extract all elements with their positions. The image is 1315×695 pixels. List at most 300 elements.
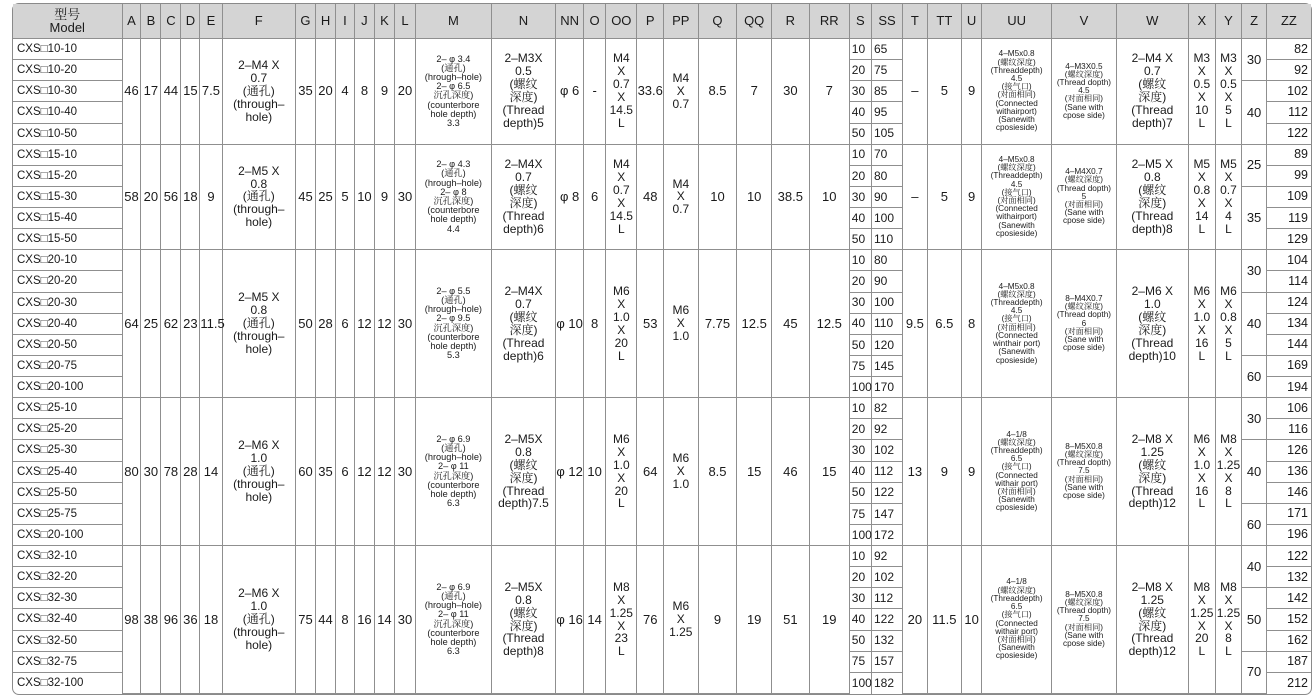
cell-s: 75 xyxy=(849,651,871,672)
cell-rr: 15 xyxy=(809,398,849,546)
cell-z: 30 xyxy=(1242,250,1266,292)
cell-s: 75 xyxy=(849,355,871,376)
model-cell: CXS□10-10 xyxy=(13,39,122,60)
header-n: N xyxy=(491,4,556,39)
cell-uu: 4–M5x0.8 (螺纹深度) (Threaddepth) 4.5 (接气口) (对面相同) (Connected withairport) (Sanewith cposieside) xyxy=(982,39,1052,145)
cell-zz: 196 xyxy=(1266,524,1311,545)
cell-ss: 90 xyxy=(872,271,903,292)
header-qq: QQ xyxy=(737,4,771,39)
cell-s: 20 xyxy=(849,60,871,81)
model-cell: CXS□25-20 xyxy=(13,419,122,440)
cell-pp: M6 X 1.0 xyxy=(664,250,698,398)
cell-l: 30 xyxy=(394,250,415,398)
header-u: U xyxy=(962,4,982,39)
cell-s: 50 xyxy=(849,482,871,503)
cell-qq: 12.5 xyxy=(737,250,771,398)
header-l: L xyxy=(394,4,415,39)
cell-i: 6 xyxy=(336,398,355,546)
dimension-spec-table xyxy=(13,4,1311,694)
cell-ss: 100 xyxy=(872,208,903,229)
header-w: W xyxy=(1116,4,1188,39)
cell-ss: 120 xyxy=(872,334,903,355)
cell-ss: 105 xyxy=(872,123,903,144)
cell-h: 28 xyxy=(316,250,336,398)
cell-ss: 145 xyxy=(872,355,903,376)
cell-r: 51 xyxy=(771,546,809,694)
header-tt: TT xyxy=(927,4,961,39)
model-cell: CXS□20-40 xyxy=(13,313,122,334)
cell-l: 30 xyxy=(394,144,415,250)
cell-n: 2–M5X 0.8 (螺纹 深度) (Thread depth)8 xyxy=(491,546,556,694)
cell-s: 50 xyxy=(849,229,871,250)
cell-s: 30 xyxy=(849,292,871,313)
cell-zz: 134 xyxy=(1266,313,1311,334)
cell-u: 9 xyxy=(962,398,982,546)
model-cell: CXS□10-50 xyxy=(13,123,122,144)
cell-j: 12 xyxy=(354,398,374,546)
cell-h: 20 xyxy=(316,39,336,145)
cell-ss: 85 xyxy=(872,81,903,102)
cell-zz: 114 xyxy=(1266,271,1311,292)
cell-z: 60 xyxy=(1242,355,1266,397)
cell-oo: M8 X 1.25 X 23 L xyxy=(606,546,637,694)
cell-z: 40 xyxy=(1242,440,1266,503)
cell-m: 2– φ 5.5 (通孔) (hrough–hole) 2– φ 9.5 沉孔深度) (counterbore hole depth) 5.3 xyxy=(416,250,492,398)
header-rr: RR xyxy=(809,4,849,39)
cell-s: 40 xyxy=(849,208,871,229)
cell-tt: 9 xyxy=(927,398,961,546)
cell-zz: 109 xyxy=(1266,186,1311,207)
cell-v: 8–M4X0.7 (螺纹深度) (Thread dopth) 6 (对面相同) (Sane with cpose side) xyxy=(1052,250,1117,398)
model-cell: CXS□15-20 xyxy=(13,165,122,186)
cell-y: M3 X 0.5 X 5 L xyxy=(1215,39,1242,145)
cell-p: 53 xyxy=(637,250,664,398)
cell-j: 12 xyxy=(354,250,374,398)
cell-nn: φ 8 xyxy=(556,144,584,250)
header-b: B xyxy=(141,4,161,39)
cell-s: 30 xyxy=(849,186,871,207)
spec-table-frame xyxy=(12,3,1312,695)
cell-zz: 124 xyxy=(1266,292,1311,313)
cell-i: 6 xyxy=(336,250,355,398)
cell-e: 7.5 xyxy=(200,39,222,145)
cell-zz: 187 xyxy=(1266,651,1311,672)
header-s: S xyxy=(849,4,871,39)
cell-g: 45 xyxy=(295,144,315,250)
header-k: K xyxy=(374,4,394,39)
cell-ss: 110 xyxy=(872,313,903,334)
cell-ss: 102 xyxy=(872,440,903,461)
cell-uu: 4–1/8 (螺纹深度) (Threaddepth) 6.5 (接气口) (Connected withair port) (对面相同) (Sanewith cposieside) xyxy=(982,398,1052,546)
cell-m: 2– φ 4.3 (通孔) (hrough–hole) 2– φ 8 沉孔深度) (counterbore hole depth) 4.4 xyxy=(416,144,492,250)
header-y: Y xyxy=(1215,4,1242,39)
model-cell: CXS□32-50 xyxy=(13,630,122,651)
cell-v: 4–M4X0.7 (螺纹深度) (Thread dopth) 5 (对面相同) (Sane with cpose side) xyxy=(1052,144,1117,250)
cell-l: 30 xyxy=(394,546,415,694)
cell-nn: φ 12 xyxy=(556,398,584,546)
cell-o: 14 xyxy=(584,546,606,694)
cell-oo: M4 X 0.7 X 14.5 L xyxy=(606,144,637,250)
cell-ss: 132 xyxy=(872,630,903,651)
cell-o: 6 xyxy=(584,144,606,250)
cell-o: 8 xyxy=(584,250,606,398)
model-cell: CXS□25-30 xyxy=(13,440,122,461)
cell-f: 2–M6 X 1.0 (通孔) (through– hole) xyxy=(222,398,295,546)
cell-p: 33.6 xyxy=(637,39,664,145)
model-cell: CXS□10-30 xyxy=(13,81,122,102)
table-row xyxy=(13,398,1311,419)
cell-b: 38 xyxy=(141,546,161,694)
cell-v: 4–M3X0.5 (螺纹深度) (Thread dopth) 4.5 (对面相同) (Sane with cpose side) xyxy=(1052,39,1117,145)
cell-k: 9 xyxy=(374,144,394,250)
cell-zz: 106 xyxy=(1266,398,1311,419)
header-a: A xyxy=(122,4,141,39)
cell-ss: 122 xyxy=(872,609,903,630)
header-zz: ZZ xyxy=(1266,4,1311,39)
cell-s: 40 xyxy=(849,609,871,630)
cell-zz: 126 xyxy=(1266,440,1311,461)
cell-zz: 99 xyxy=(1266,165,1311,186)
cell-f: 2–M5 X 0.8 (通孔) (through– hole) xyxy=(222,144,295,250)
cell-e: 9 xyxy=(200,144,222,250)
table-row xyxy=(13,144,1311,165)
cell-ss: 80 xyxy=(872,250,903,271)
table-row xyxy=(13,39,1311,60)
cell-b: 30 xyxy=(141,398,161,546)
cell-n: 2–M4X 0.7 (螺纹 深度) (Thread depth)6 xyxy=(491,144,556,250)
cell-zz: 146 xyxy=(1266,482,1311,503)
cell-a: 80 xyxy=(122,398,141,546)
model-cell: CXS□15-50 xyxy=(13,229,122,250)
cell-s: 10 xyxy=(849,144,871,165)
cell-x: M3 X 0.5 X 10 L xyxy=(1188,39,1215,145)
header-h: H xyxy=(316,4,336,39)
cell-t: 13 xyxy=(903,398,927,546)
cell-tt: 11.5 xyxy=(927,546,961,694)
cell-y: M6 X 0.8 X 5 L xyxy=(1215,250,1242,398)
cell-ss: 95 xyxy=(872,102,903,123)
cell-zz: 144 xyxy=(1266,334,1311,355)
cell-pp: M4 X 0.7 xyxy=(664,144,698,250)
model-cell: CXS□20-10 xyxy=(13,250,122,271)
model-cell: CXS□20-100 xyxy=(13,377,122,398)
cell-s: 10 xyxy=(849,398,871,419)
cell-i: 5 xyxy=(336,144,355,250)
cell-u: 10 xyxy=(962,546,982,694)
cell-c: 56 xyxy=(161,144,181,250)
header-nn: NN xyxy=(556,4,584,39)
cell-zz: 122 xyxy=(1266,123,1311,144)
cell-r: 45 xyxy=(771,250,809,398)
cell-ss: 110 xyxy=(872,229,903,250)
cell-oo: M6 X 1.0 X 20 L xyxy=(606,398,637,546)
cell-j: 16 xyxy=(354,546,374,694)
cell-e: 11.5 xyxy=(200,250,222,398)
cell-d: 18 xyxy=(181,144,200,250)
cell-zz: 104 xyxy=(1266,250,1311,271)
header-x: X xyxy=(1188,4,1215,39)
cell-w: 2–M6 X 1.0 (螺纹 深度) (Thread depth)10 xyxy=(1116,250,1188,398)
cell-ss: 75 xyxy=(872,60,903,81)
cell-c: 62 xyxy=(161,250,181,398)
cell-uu: 4–M5x0.8 (螺纹深度) (Threaddepth) 4.5 (接气口) (对面相同) (Connected withairport) (Sanewith cposieside) xyxy=(982,144,1052,250)
cell-ss: 170 xyxy=(872,377,903,398)
cell-r: 46 xyxy=(771,398,809,546)
cell-ss: 100 xyxy=(872,292,903,313)
cell-s: 40 xyxy=(849,102,871,123)
cell-ss: 90 xyxy=(872,186,903,207)
cell-zz: 162 xyxy=(1266,630,1311,651)
cell-d: 15 xyxy=(181,39,200,145)
cell-u: 9 xyxy=(962,39,982,145)
cell-f: 2–M5 X 0.8 (通孔) (through– hole) xyxy=(222,250,295,398)
cell-ss: 70 xyxy=(872,144,903,165)
cell-i: 8 xyxy=(336,546,355,694)
cell-y: M5 X 0.7 X 4 L xyxy=(1215,144,1242,250)
cell-zz: 119 xyxy=(1266,208,1311,229)
cell-y: M8 X 1.25 X 8 L xyxy=(1215,398,1242,546)
cell-t: – xyxy=(903,39,927,145)
cell-nn: φ 10 xyxy=(556,250,584,398)
cell-q: 7.75 xyxy=(698,250,737,398)
cell-zz: 102 xyxy=(1266,81,1311,102)
cell-y: M8 X 1.25 X 8 L xyxy=(1215,546,1242,694)
model-cell: CXS□25-50 xyxy=(13,482,122,503)
cell-s: 50 xyxy=(849,123,871,144)
cell-qq: 7 xyxy=(737,39,771,145)
cell-zz: 169 xyxy=(1266,355,1311,376)
model-cell: CXS□15-40 xyxy=(13,208,122,229)
cell-n: 2–M3X 0.5 (螺纹 深度) (Thread depth)5 xyxy=(491,39,556,145)
header-o: O xyxy=(584,4,606,39)
model-cell: CXS□25-40 xyxy=(13,461,122,482)
header-c: C xyxy=(161,4,181,39)
cell-a: 46 xyxy=(122,39,141,145)
cell-j: 10 xyxy=(354,144,374,250)
model-cell: CXS□32-20 xyxy=(13,567,122,588)
cell-w: 2–M5 X 0.8 (螺纹 深度) (Thread depth)8 xyxy=(1116,144,1188,250)
cell-z: 25 xyxy=(1242,144,1266,186)
cell-a: 58 xyxy=(122,144,141,250)
cell-tt: 5 xyxy=(927,39,961,145)
model-cell: CXS□15-10 xyxy=(13,144,122,165)
cell-oo: M4 X 0.7 X 14.5 L xyxy=(606,39,637,145)
header-model xyxy=(13,4,122,39)
cell-i: 4 xyxy=(336,39,355,145)
cell-zz: 171 xyxy=(1266,503,1311,524)
cell-s: 100 xyxy=(849,377,871,398)
cell-qq: 15 xyxy=(737,398,771,546)
header-pp: PP xyxy=(664,4,698,39)
cell-s: 100 xyxy=(849,672,871,693)
cell-u: 8 xyxy=(962,250,982,398)
cell-s: 30 xyxy=(849,588,871,609)
model-cell: CXS□25-10 xyxy=(13,398,122,419)
cell-ss: 82 xyxy=(872,398,903,419)
header-q: Q xyxy=(698,4,737,39)
cell-zz: 194 xyxy=(1266,377,1311,398)
cell-n: 2–M5X 0.8 (螺纹 深度) (Thread depth)7.5 xyxy=(491,398,556,546)
cell-qq: 10 xyxy=(737,144,771,250)
cell-ss: 112 xyxy=(872,588,903,609)
cell-pp: M6 X 1.25 xyxy=(664,546,698,694)
cell-z: 70 xyxy=(1242,651,1266,693)
cell-o: 10 xyxy=(584,398,606,546)
cell-t: – xyxy=(903,144,927,250)
cell-rr: 7 xyxy=(809,39,849,145)
cell-s: 20 xyxy=(849,419,871,440)
model-cell: CXS□15-30 xyxy=(13,186,122,207)
cell-p: 48 xyxy=(637,144,664,250)
cell-rr: 12.5 xyxy=(809,250,849,398)
cell-zz: 82 xyxy=(1266,39,1311,60)
model-cell: CXS□20-100 xyxy=(13,524,122,545)
cell-w: 2–M8 X 1.25 (螺纹 深度) (Thread depth)12 xyxy=(1116,546,1188,694)
cell-ss: 65 xyxy=(872,39,903,60)
cell-uu: 4–M5x0.8 (螺纹深度) (Threaddepth) 4.5 (接气口) (对面相同) (Connected winthair port) (Sanewith cposieside) xyxy=(982,250,1052,398)
cell-tt: 6.5 xyxy=(927,250,961,398)
cell-x: M6 X 1.0 X 16 L xyxy=(1188,250,1215,398)
cell-e: 14 xyxy=(200,398,222,546)
cell-j: 8 xyxy=(354,39,374,145)
cell-uu: 4–1/8 (螺纹深度) (Threaddepth) 6.5 (接气口) (Connected withair port) (对面相同) (Sanewith cposieside) xyxy=(982,546,1052,694)
cell-qq: 19 xyxy=(737,546,771,694)
cell-zz: 132 xyxy=(1266,567,1311,588)
cell-ss: 122 xyxy=(872,482,903,503)
table-row xyxy=(13,546,1311,567)
cell-ss: 92 xyxy=(872,546,903,567)
cell-b: 20 xyxy=(141,144,161,250)
cell-m: 2– φ 6.9 (通孔) (hrough–hole) 2– φ 11 沉孔深度) (counterbore hole depth) 6.3 xyxy=(416,398,492,546)
cell-zz: 212 xyxy=(1266,672,1311,693)
cell-s: 50 xyxy=(849,334,871,355)
header-row xyxy=(13,4,1311,39)
header-d: D xyxy=(181,4,200,39)
cell-k: 14 xyxy=(374,546,394,694)
cell-g: 35 xyxy=(295,39,315,145)
model-cell: CXS□20-75 xyxy=(13,355,122,376)
model-cell: CXS□10-20 xyxy=(13,60,122,81)
cell-d: 36 xyxy=(181,546,200,694)
cell-t: 20 xyxy=(903,546,927,694)
cell-u: 9 xyxy=(962,144,982,250)
cell-zz: 122 xyxy=(1266,546,1311,567)
cell-z: 35 xyxy=(1242,186,1266,249)
cell-c: 44 xyxy=(161,39,181,145)
cell-v: 8–M5X0.8 (螺纹深度) (Thread dopth) 7.5 (对面相同) (Sane with cpose side) xyxy=(1052,546,1117,694)
cell-zz: 116 xyxy=(1266,419,1311,440)
cell-h: 25 xyxy=(316,144,336,250)
cell-pp: M6 X 1.0 xyxy=(664,398,698,546)
cell-ss: 92 xyxy=(872,419,903,440)
cell-rr: 19 xyxy=(809,546,849,694)
cell-pp: M4 X 0.7 xyxy=(664,39,698,145)
cell-s: 20 xyxy=(849,165,871,186)
cell-m: 2– φ 3.4 (通孔) (hrough–hole) 2– φ 6.5 沉孔深度) (counterbore hole depth) 3.3 xyxy=(416,39,492,145)
cell-k: 12 xyxy=(374,398,394,546)
cell-z: 60 xyxy=(1242,503,1266,545)
cell-e: 18 xyxy=(200,546,222,694)
model-cell: CXS□32-40 xyxy=(13,609,122,630)
model-cell: CXS□20-30 xyxy=(13,292,122,313)
spec-table-body xyxy=(13,39,1311,694)
cell-ss: 147 xyxy=(872,503,903,524)
cell-b: 17 xyxy=(141,39,161,145)
cell-m: 2– φ 6.9 (通孔) (hrough–hole) 2– φ 11 沉孔深度) (counterbore hole depth) 6.3 xyxy=(416,546,492,694)
cell-z: 30 xyxy=(1242,398,1266,440)
cell-ss: 182 xyxy=(872,672,903,693)
cell-s: 50 xyxy=(849,630,871,651)
cell-z: 40 xyxy=(1242,292,1266,355)
cell-c: 78 xyxy=(161,398,181,546)
cell-s: 100 xyxy=(849,524,871,545)
cell-z: 30 xyxy=(1242,39,1266,81)
cell-t: 9.5 xyxy=(903,250,927,398)
cell-f: 2–M4 X 0.7 (通孔) (through– hole) xyxy=(222,39,295,145)
cell-a: 64 xyxy=(122,250,141,398)
cell-l: 20 xyxy=(394,39,415,145)
cell-s: 10 xyxy=(849,39,871,60)
cell-c: 96 xyxy=(161,546,181,694)
header-v: V xyxy=(1052,4,1117,39)
header-f: F xyxy=(222,4,295,39)
cell-q: 10 xyxy=(698,144,737,250)
cell-s: 40 xyxy=(849,461,871,482)
cell-k: 9 xyxy=(374,39,394,145)
cell-rr: 10 xyxy=(809,144,849,250)
cell-ss: 172 xyxy=(872,524,903,545)
model-cell: CXS□32-10 xyxy=(13,546,122,567)
cell-w: 2–M8 X 1.25 (螺纹 深度) (Thread depth)12 xyxy=(1116,398,1188,546)
cell-s: 40 xyxy=(849,313,871,334)
header-model-cn: 型号 xyxy=(54,7,81,22)
cell-ss: 80 xyxy=(872,165,903,186)
cell-a: 98 xyxy=(122,546,141,694)
model-cell: CXS□10-40 xyxy=(13,102,122,123)
header-model-en: Model xyxy=(49,20,85,35)
cell-zz: 136 xyxy=(1266,461,1311,482)
cell-z: 50 xyxy=(1242,588,1266,651)
cell-l: 30 xyxy=(394,398,415,546)
cell-p: 76 xyxy=(637,546,664,694)
cell-zz: 152 xyxy=(1266,609,1311,630)
cell-r: 30 xyxy=(771,39,809,145)
cell-g: 75 xyxy=(295,546,315,694)
cell-r: 38.5 xyxy=(771,144,809,250)
header-z: Z xyxy=(1242,4,1266,39)
header-uu: UU xyxy=(982,4,1052,39)
cell-d: 23 xyxy=(181,250,200,398)
cell-s: 10 xyxy=(849,546,871,567)
cell-tt: 5 xyxy=(927,144,961,250)
header-e: E xyxy=(200,4,222,39)
cell-s: 20 xyxy=(849,567,871,588)
header-ss: SS xyxy=(872,4,903,39)
cell-zz: 89 xyxy=(1266,144,1311,165)
header-i: I xyxy=(336,4,355,39)
header-oo: OO xyxy=(606,4,637,39)
cell-z: 40 xyxy=(1242,81,1266,144)
cell-zz: 92 xyxy=(1266,60,1311,81)
cell-ss: 102 xyxy=(872,567,903,588)
cell-k: 12 xyxy=(374,250,394,398)
cell-ss: 112 xyxy=(872,461,903,482)
cell-g: 60 xyxy=(295,398,315,546)
cell-h: 44 xyxy=(316,546,336,694)
cell-q: 9 xyxy=(698,546,737,694)
cell-h: 35 xyxy=(316,398,336,546)
model-cell: CXS□32-100 xyxy=(13,672,122,693)
